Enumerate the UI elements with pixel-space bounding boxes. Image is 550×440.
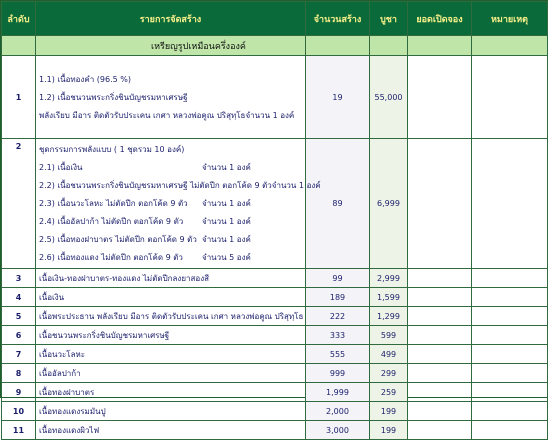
- row-price: 1,599: [370, 288, 408, 307]
- row-num: 11: [2, 421, 36, 440]
- header-item: รายการจัดสร้าง: [36, 2, 306, 36]
- row-price: 599: [370, 326, 408, 345]
- row-qty: 3,000: [306, 421, 370, 440]
- row-price: 299: [370, 364, 408, 383]
- item-count: จำนวน 1 องค์: [202, 217, 251, 226]
- table-row: [2, 307, 548, 326]
- row-qty: 2,000: [306, 402, 370, 421]
- row-item: เนื้ออัลปาก้า: [36, 364, 306, 383]
- item-count: จำนวน 1 องค์: [245, 110, 295, 120]
- table-row: [2, 56, 548, 139]
- row-item: เนื้อทองฝาบาตร: [36, 383, 306, 402]
- row-qty: 89: [306, 139, 370, 269]
- item-line: 1.2) เนื้อชนวนพระกริ่งชินบัญชรมหาเศรษฐี: [39, 92, 188, 102]
- header-qty: จำนวนสร้าง: [306, 2, 370, 36]
- row-booked: [408, 364, 472, 383]
- table-row: [2, 383, 548, 402]
- row-num: 1: [2, 56, 36, 139]
- item-line: 2.2) เนื้อชนวนพระกริ่งชินบัญชรมหาเศรษฐี ไม่ตัดปีก ตอกโค้ด 9 ตัว: [39, 181, 272, 190]
- header-row: [2, 2, 548, 36]
- row-num: 5: [2, 307, 36, 326]
- row-price: 259: [370, 383, 408, 402]
- item-line: 2.6) เนื้อทองแดง ไม่ตัดปีก ตอกโค้ด 9 ตัว: [39, 253, 183, 262]
- row-num: 9: [2, 383, 36, 402]
- row-num: 10: [2, 402, 36, 421]
- item-line: พลังเรียบ มีอาร ติดตัวรับประเคน เกศา หลวงพ่อคูณ ปริสุทฺโธ: [39, 110, 246, 120]
- row-num: 7: [2, 345, 36, 364]
- header-note: หมายเหตุ: [472, 2, 548, 36]
- row-price: 499: [370, 345, 408, 364]
- item-line: 2.4) เนื้ออัลปาก้า ไม่ตัดปีก ตอกโค้ด 9 ตัว: [39, 217, 184, 226]
- row-note: [472, 402, 548, 421]
- row-qty: 333: [306, 326, 370, 345]
- table-row: [2, 269, 548, 288]
- item-line: 1.1) เนื้อทองคำ (96.5 %): [39, 74, 131, 84]
- table-row: [2, 364, 548, 383]
- row-price: 55,000: [370, 56, 408, 139]
- row-item: เนื้อนวะโลหะ: [36, 345, 306, 364]
- item-count: จำนวน 5 องค์: [202, 253, 251, 262]
- row-item: เนื้อทองแดงผิวไฟ: [36, 421, 306, 440]
- row-item: [36, 139, 321, 269]
- row-item: เนื้อเงิน: [36, 288, 306, 307]
- row-item: เนื้อชนวนพระกริ่งชินบัญชรมหาเศรษฐี: [36, 326, 306, 345]
- row-note: [472, 421, 548, 440]
- row-note: [472, 307, 548, 326]
- header-booked: ยอดเปิดจอง: [408, 2, 472, 36]
- row-qty: 555: [306, 345, 370, 364]
- row-item: [36, 56, 306, 139]
- row-note: [472, 269, 548, 288]
- row-note: [472, 56, 548, 139]
- row-num: 8: [2, 364, 36, 383]
- row-booked: [408, 383, 472, 402]
- row-num: 3: [2, 269, 36, 288]
- table-row: [2, 139, 548, 269]
- row-price: 199: [370, 402, 408, 421]
- section-label: เหรียญรูปเหมือนครึ่งองค์: [36, 36, 306, 56]
- row-booked: [408, 56, 472, 139]
- row-booked: [408, 288, 472, 307]
- table-row: [2, 421, 548, 440]
- row-item: เนื้อเงิน-ทองฝาบาตร-ทองแดง ไม่ตัดปีกลงยาสองสี: [36, 269, 306, 288]
- row-booked: [408, 307, 472, 326]
- row-qty: 222: [306, 307, 370, 326]
- table-row: [2, 326, 548, 345]
- row-qty: 999: [306, 364, 370, 383]
- row-booked: [408, 402, 472, 421]
- row-booked: [408, 421, 472, 440]
- row-item: เนื้อพระประธาน พลังเรียบ มีอาร ติดตัวรับประเคน เกศา หลวงพ่อคูณ ปริสุทฺโธ: [36, 307, 306, 326]
- header-num: ลำดับ: [2, 2, 36, 36]
- row-note: [472, 383, 548, 402]
- row-item: เนื้อทองแดงรมมันปู: [36, 402, 306, 421]
- section-row: [2, 36, 548, 56]
- row-note: [472, 288, 548, 307]
- row-price: 2,999: [370, 269, 408, 288]
- table-row: [2, 288, 548, 307]
- item-line: 2.3) เนื้อนวะโลหะ ไม่ตัดปีก ตอกโค้ด 9 ตัว: [39, 199, 188, 208]
- row-qty: 19: [306, 56, 370, 139]
- row-booked: [408, 345, 472, 364]
- item-count: จำนวน 1 องค์: [202, 199, 251, 208]
- item-line: 2.5) เนื้อทองฝาบาตร ไม่ตัดปีก ตอกโค้ด 9 ตัว: [39, 235, 197, 244]
- item-line: ชุดกรรมการพลังแบบ ( 1 ชุดรวม 10 องค์): [39, 145, 185, 154]
- row-num: 2: [2, 139, 36, 269]
- item-line: 2.1) เนื้อเงิน: [39, 163, 83, 172]
- row-note: [472, 326, 548, 345]
- row-qty: 189: [306, 288, 370, 307]
- row-note: [472, 364, 548, 383]
- row-note: [472, 345, 548, 364]
- row-booked: [408, 326, 472, 345]
- row-booked: [408, 139, 472, 269]
- table-row: [2, 402, 548, 421]
- item-count: จำนวน 1 องค์: [271, 181, 321, 190]
- header-price: บูชา: [370, 2, 408, 36]
- item-count: จำนวน 1 องค์: [202, 163, 251, 172]
- row-booked: [408, 269, 472, 288]
- row-price: 199: [370, 421, 408, 440]
- row-qty: 99: [306, 269, 370, 288]
- row-num: 4: [2, 288, 36, 307]
- row-qty: 1,999: [306, 383, 370, 402]
- table-row: [2, 345, 548, 364]
- row-price: 1,299: [370, 307, 408, 326]
- row-note: [472, 139, 548, 269]
- item-count: จำนวน 1 องค์: [202, 235, 251, 244]
- row-price: 6,999: [370, 139, 408, 269]
- row-num: 6: [2, 326, 36, 345]
- production-table: [1, 1, 548, 440]
